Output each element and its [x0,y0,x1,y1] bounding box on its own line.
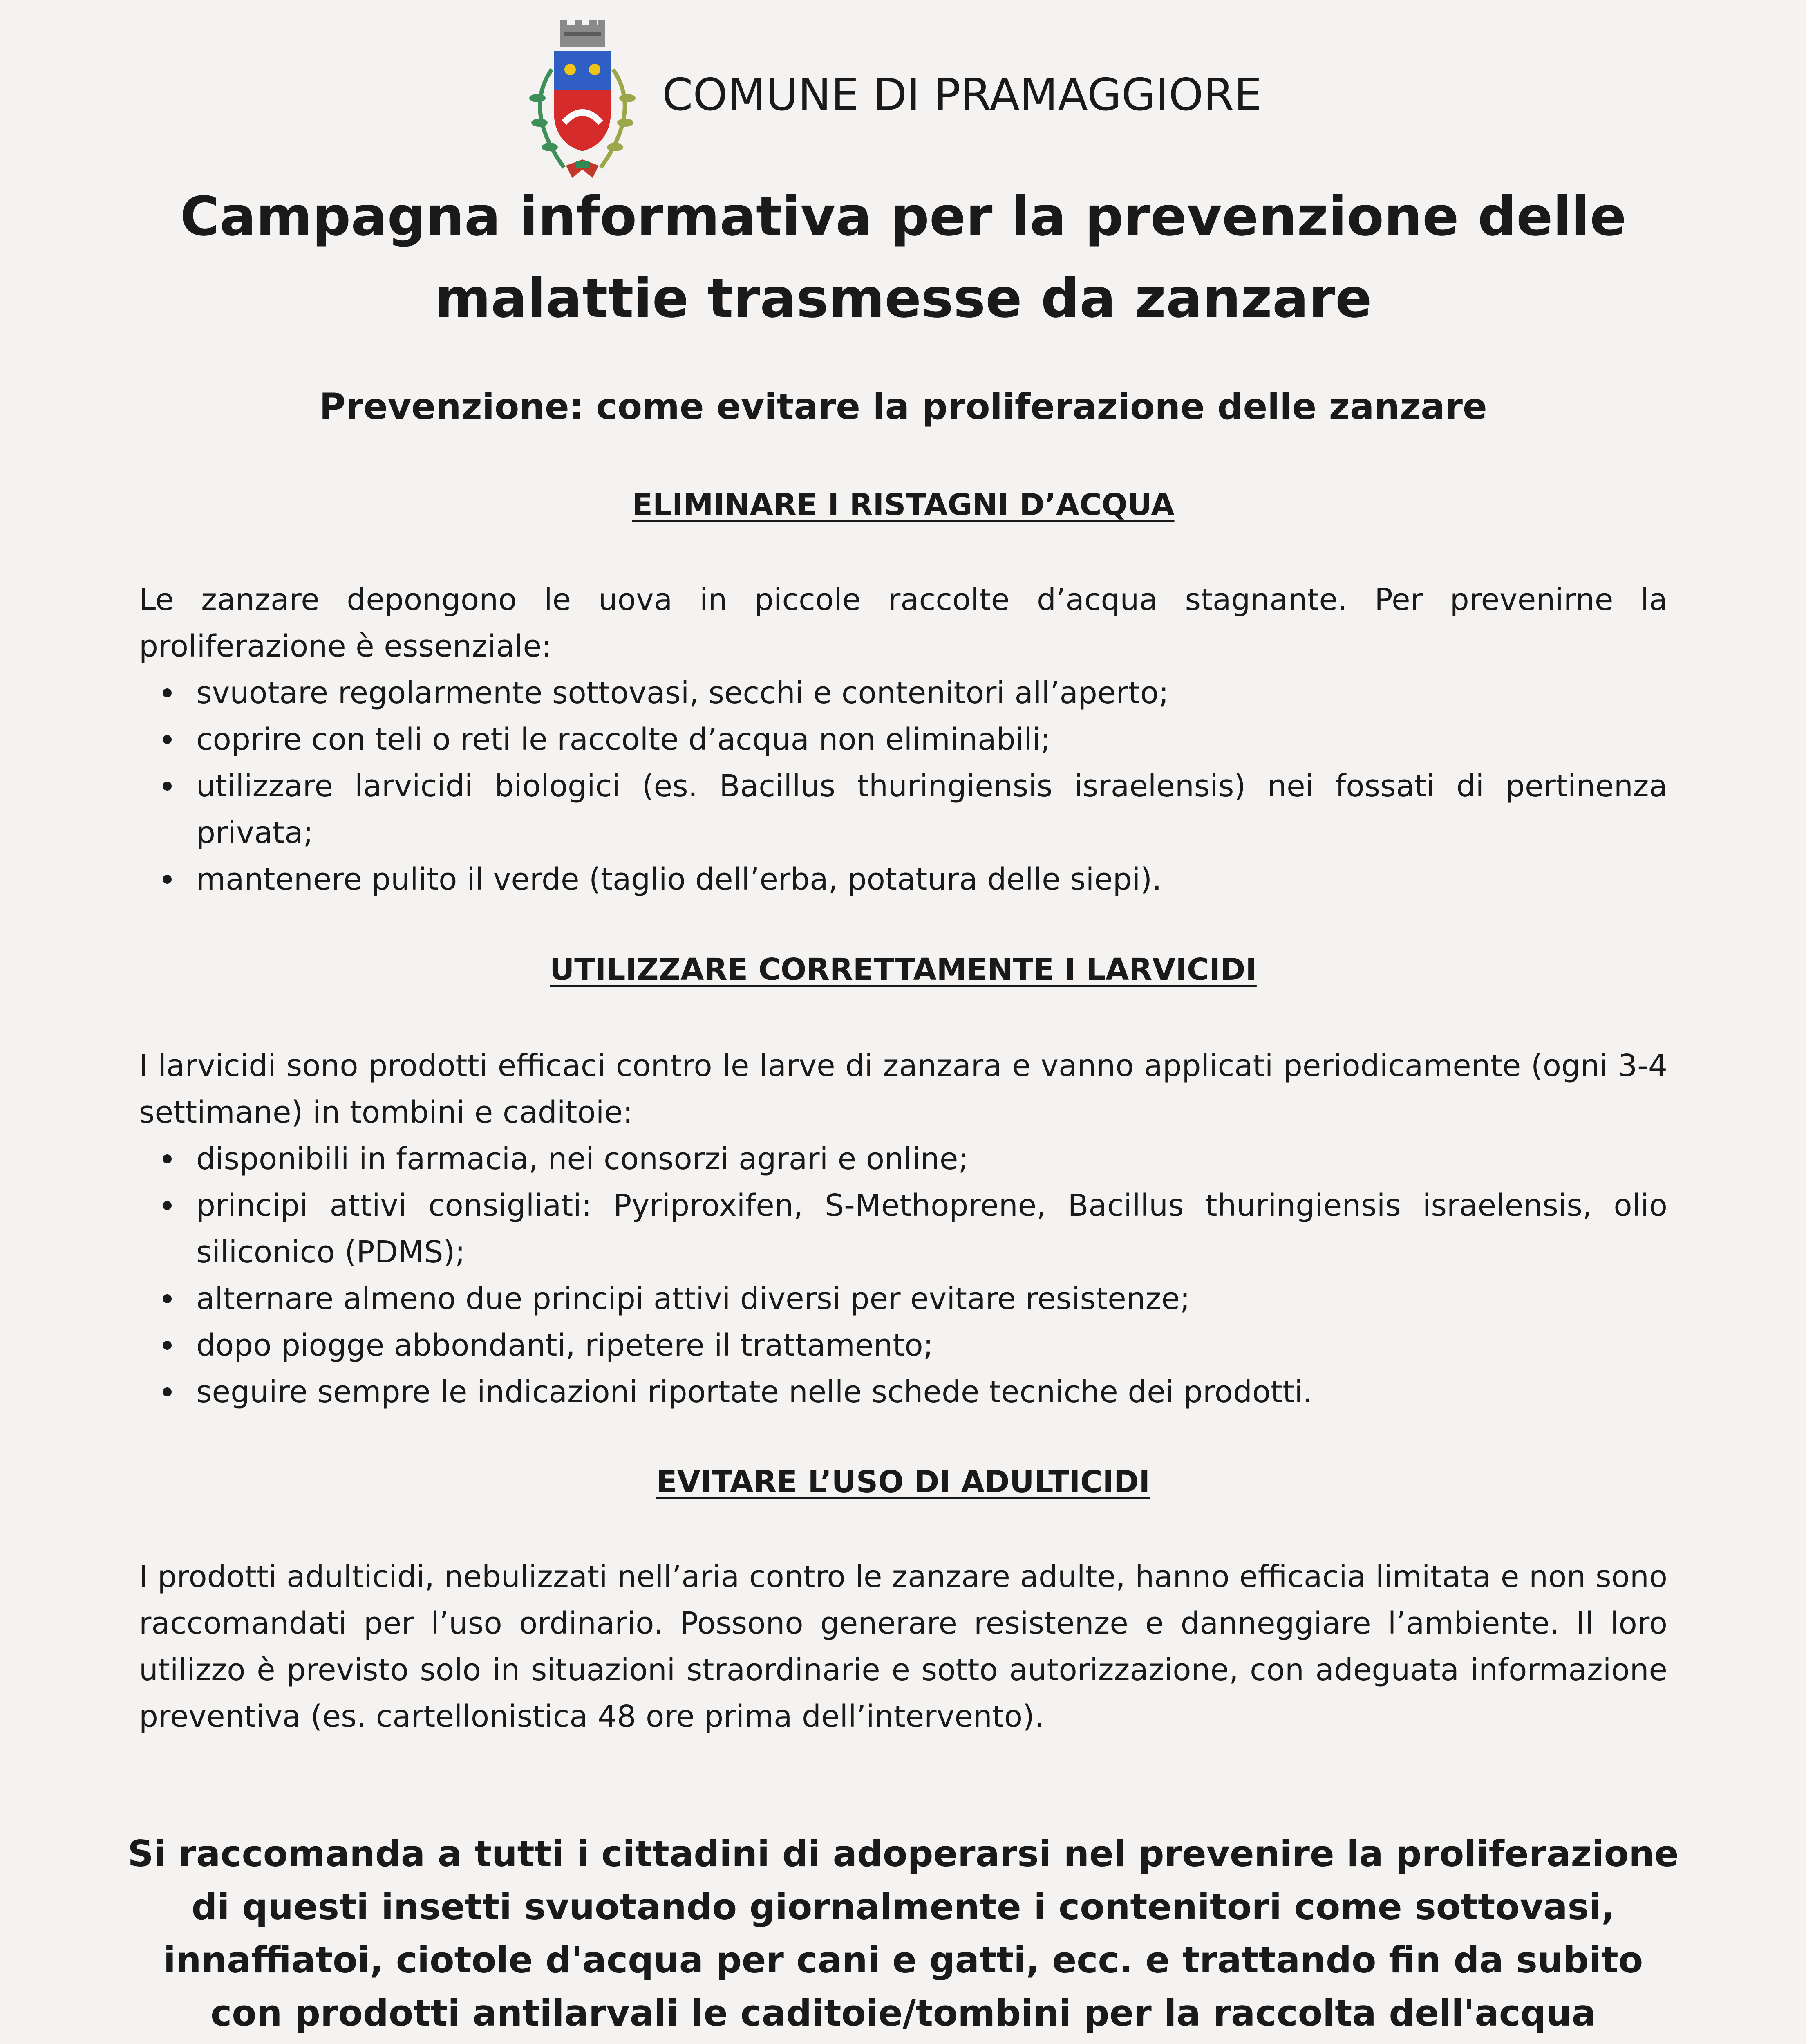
list-item: svuotare regolarmente sottovasi, secchi e contenitori all’aperto; [139,670,1667,716]
bullet-icon [163,1294,172,1303]
bullet-icon [163,1341,172,1350]
list-item: alternare almeno due principi attivi diversi per evitare resistenze; [139,1275,1667,1322]
list-item: utilizzare larvicidi biologici (es. Bacillus thuringiensis israelensis) nei fossati di pertinenza privata; [139,763,1667,856]
bullet-list-ristagni [139,670,1667,903]
subtitle: Prevenzione: come evitare la proliferazione delle zanzare [319,385,1487,428]
list-item: principi attivi consigliati: Pyriproxifen, S-Methoprene, Bacillus thuringiensis israelensis, olio siliconico (PDMS); [139,1182,1667,1275]
section-text-adulticidi: I prodotti adulticidi, nebulizzati nell’aria contro le zanzare adulte, hanno efficacia limitata e non sono raccomandati per l’uso ordinario. Possono generare resistenze e danneggiare l’ambiente. Il loro utilizzo è previsto solo in situazioni straordinarie e sotto autorizzazione, con adeguata informazione preventiva (es. cartellonistica 48 ore prima dell’intervento). [139,1559,1667,1734]
page-title [82,176,1725,339]
section-heading-ristagni: ELIMINARE I RISTAGNI D’ACQUA [632,487,1175,522]
bullet-icon [163,875,172,884]
list-item: disponibili in farmacia, nei consorzi agrari e online; [139,1136,1667,1182]
header [515,20,1291,180]
list-item: mantenere pulito il verde (taglio dell’erba, potatura delle siepi). [139,856,1667,903]
section-intro-larvicidi: I larvicidi sono prodotti efficaci contro le larve di zanzara e vanno applicati periodicamente (ogni 3-4 settimane) in tombini e caditoie: [139,1048,1667,1130]
list-item: seguire sempre le indicazioni riportate nelle schede tecniche dei prodotti. [139,1369,1667,1415]
bullet-icon [163,735,172,744]
bullet-icon [163,1154,172,1163]
list-item: dopo piogge abbondanti, ripetere il trattamento; [139,1322,1667,1369]
section-intro-ristagni: Le zanzare depongono le uova in piccole raccolte d’acqua stagnante. Per prevenirne la proliferazione è essenziale: [139,582,1667,664]
title-line-1: Campagna informativa per la prevenzione delle [180,185,1627,248]
list-item: coprire con teli o reti le raccolte d’acqua non eliminabili; [139,716,1667,763]
bullet-icon [163,688,172,697]
bullet-icon [163,1387,172,1396]
bullet-icon [163,1201,172,1210]
title-line-2: malattie trasmesse da zanzare [434,267,1372,330]
section-heading-larvicidi: UTILIZZARE CORRETTAMENTE I LARVICIDI [550,952,1257,987]
municipality-name: COMUNE DI PRAMAGGIORE [662,69,1262,121]
section-heading-adulticidi: EVITARE L’USO DI ADULTICIDI [656,1464,1150,1499]
municipal-crest-icon [515,20,650,180]
bullet-list-larvicidi [139,1136,1667,1415]
citizen-appeal: Si raccomanda a tutti i cittadini di adoperarsi nel prevenire la proliferazione di questi insetti svuotando giornalmente i contenitori come sottovasi, innaffiatoi, ciotole d'acqua per cani e gatti, ecc. e trattando fin da subito con prodotti antilarvali le caditoie/tombini per la raccolta dell'acqua [128,1833,1679,2034]
bullet-icon [163,782,172,791]
